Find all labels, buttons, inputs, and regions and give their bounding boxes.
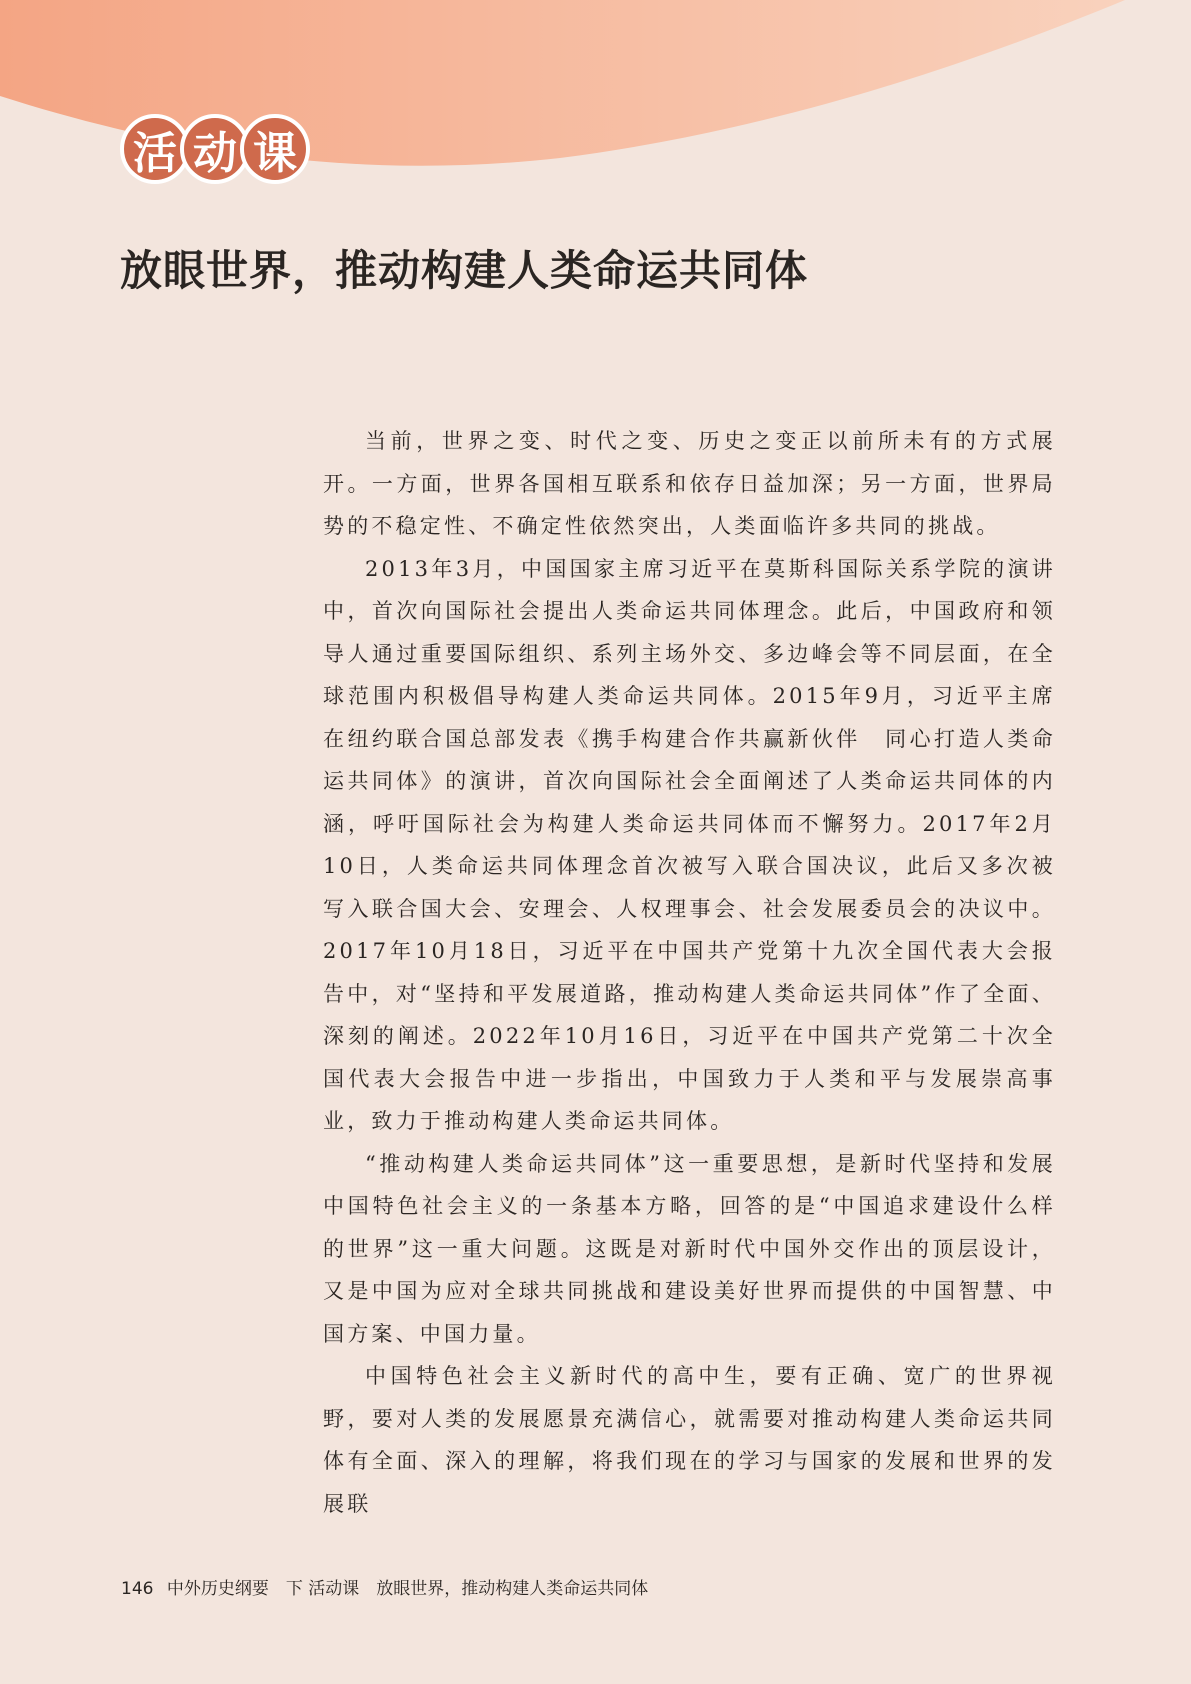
paragraph: 中国特色社会主义新时代的高中生，要有正确、宽广的世界视野，要对人类的发展愿景充满信心，就需要对推动构建人类命运共同体有全面、深入的理解，将我们现在的学习与国家的发展和世界的发展联: [323, 1364, 1056, 1516]
page-footer: [121, 1574, 648, 1599]
body-text: [323, 420, 1056, 1525]
paragraph: 2013年3月，中国国家主席习近平在莫斯科国际关系学院的演讲中，首次向国际社会提出人类命运共同体理念。此后，中国政府和领导人通过重要国际组织、系列主场外交、多边峰会等不同层面，在全球范围内积极倡导构建人类命运共同体。2015年9月，习近平主席在纽约联合国总部发表《携手构建合作共赢新伙伴 同心打造人类命运共同体》的演讲，首次向国际社会全面阐述了人类命运共同体的内涵，呼吁国际社会为构建人类命运共同体而不懈努力。2017年2月10日，人类命运共同体理念首次被写入联合国决议，此后又多次被写入联合国大会、安理会、人权理事会、社会发展委员会的决议中。2017年10月18日，习近平在中国共产党第十九次全国代表大会报告中，对“坚持和平发展道路，推动构建人类命运共同体”作了全面、深刻的阐述。2022年10月16日，习近平在中国共产党第二十次全国代表大会报告中进一步指出，中国致力于人类和平与发展崇高事业，致力于推动构建人类命运共同体。: [323, 556, 1056, 1133]
badge-char: 活: [120, 114, 190, 184]
paragraph: 当前，世界之变、时代之变、历史之变正以前所未有的方式展开。一方面，世界各国相互联系和依存日益加深；另一方面，世界局势的不稳定性、不确定性依然突出，人类面临许多共同的挑战。: [323, 429, 1056, 538]
badge-char: 课: [240, 114, 310, 184]
page-title: 放眼世界，推动构建人类命运共同体: [120, 246, 809, 295]
paragraph: “推动构建人类命运共同体”这一重要思想，是新时代坚持和发展中国特色社会主义的一条基本方略，回答的是“中国追求建设什么样的世界”这一重大问题。这既是对新时代中国外交作出的顶层设计，又是中国为应对全球共同挑战和建设美好世界而提供的中国智慧、中国方案、中国力量。: [323, 1151, 1056, 1346]
running-title: 中外历史纲要 下 活动课 放眼世界，推动构建人类命运共同体: [166, 1579, 649, 1599]
page-number: 146: [121, 1579, 154, 1599]
badge-char: 动: [180, 114, 250, 184]
activity-lesson-badge: [120, 114, 300, 184]
